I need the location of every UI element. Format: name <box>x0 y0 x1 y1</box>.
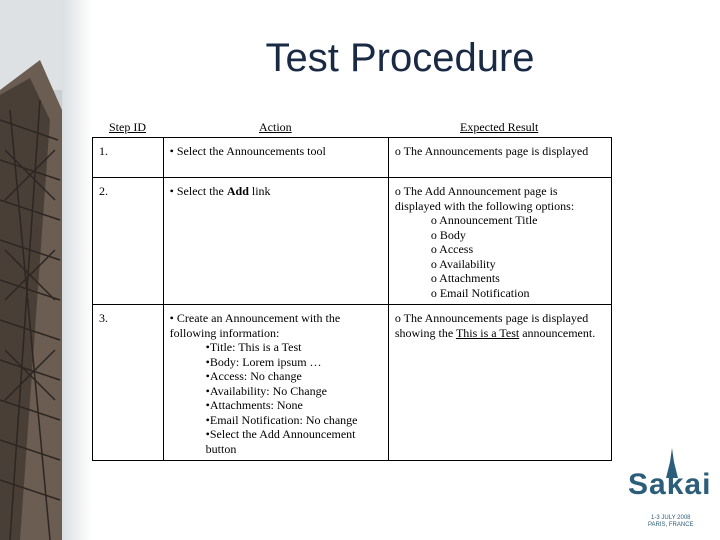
add-link-text: Add <box>226 184 249 198</box>
header-step-id: Step ID <box>109 120 146 134</box>
step-cell: 1. <box>93 138 164 178</box>
test-procedure-table <box>92 137 612 461</box>
logo-wordmark: Sakai <box>628 468 712 501</box>
page-title: Test Procedure <box>265 36 535 80</box>
header-expected-result: Expected Result <box>460 120 539 134</box>
info-item: •Attachments: None <box>205 398 303 412</box>
option-item: o Access <box>430 242 474 256</box>
table-row <box>93 178 612 305</box>
info-item: •Email Notification: No change <box>205 412 358 427</box>
expected-cell <box>388 305 611 461</box>
expected-cell <box>388 138 611 178</box>
option-item: o Attachments <box>430 271 500 285</box>
logo-place-line: PARIS, FRANCE <box>648 522 694 528</box>
info-item: •Title: This is a Test <box>205 340 302 354</box>
logo-date <box>648 515 694 529</box>
option-item: o Body <box>430 227 466 242</box>
expected-line: o The Announcements page is displayed <box>394 144 589 158</box>
info-item: •Body: Lorem ipsum … <box>205 354 322 369</box>
info-item: •Availability: No Change <box>205 383 327 398</box>
logo-date-line: 1-3 JULY 2008 <box>651 515 691 521</box>
option-item: o Email Notification <box>430 285 530 300</box>
option-item: o Announcement Title <box>430 213 538 227</box>
action-cell <box>163 178 388 305</box>
table-row <box>93 138 612 178</box>
action-line: • Select the Announcements tool <box>169 144 326 158</box>
info-item: •Select the Add Announcement button <box>205 427 356 456</box>
expected-line: o The Announcements page is displayed showing the This is a Test announcement. <box>394 311 596 340</box>
photo-fade <box>62 0 92 540</box>
step-cell: 2. <box>93 178 164 305</box>
announcement-name: This is a Test <box>455 325 520 340</box>
action-intro: • Create an Announcement with the following information: <box>169 311 341 340</box>
action-line: • Select the Add link <box>169 184 271 198</box>
step-cell: 3. <box>93 305 164 461</box>
expected-intro: o The Add Announcement page is displayed with the following options: <box>394 184 575 213</box>
action-cell <box>163 305 388 461</box>
table-row <box>93 305 612 461</box>
expected-cell <box>388 178 611 305</box>
eiffel-tower-photo <box>0 0 62 540</box>
header-action: Action <box>259 120 292 134</box>
option-item: o Availability <box>430 256 496 271</box>
info-item: •Access: No change <box>205 369 302 383</box>
action-cell <box>163 138 388 178</box>
